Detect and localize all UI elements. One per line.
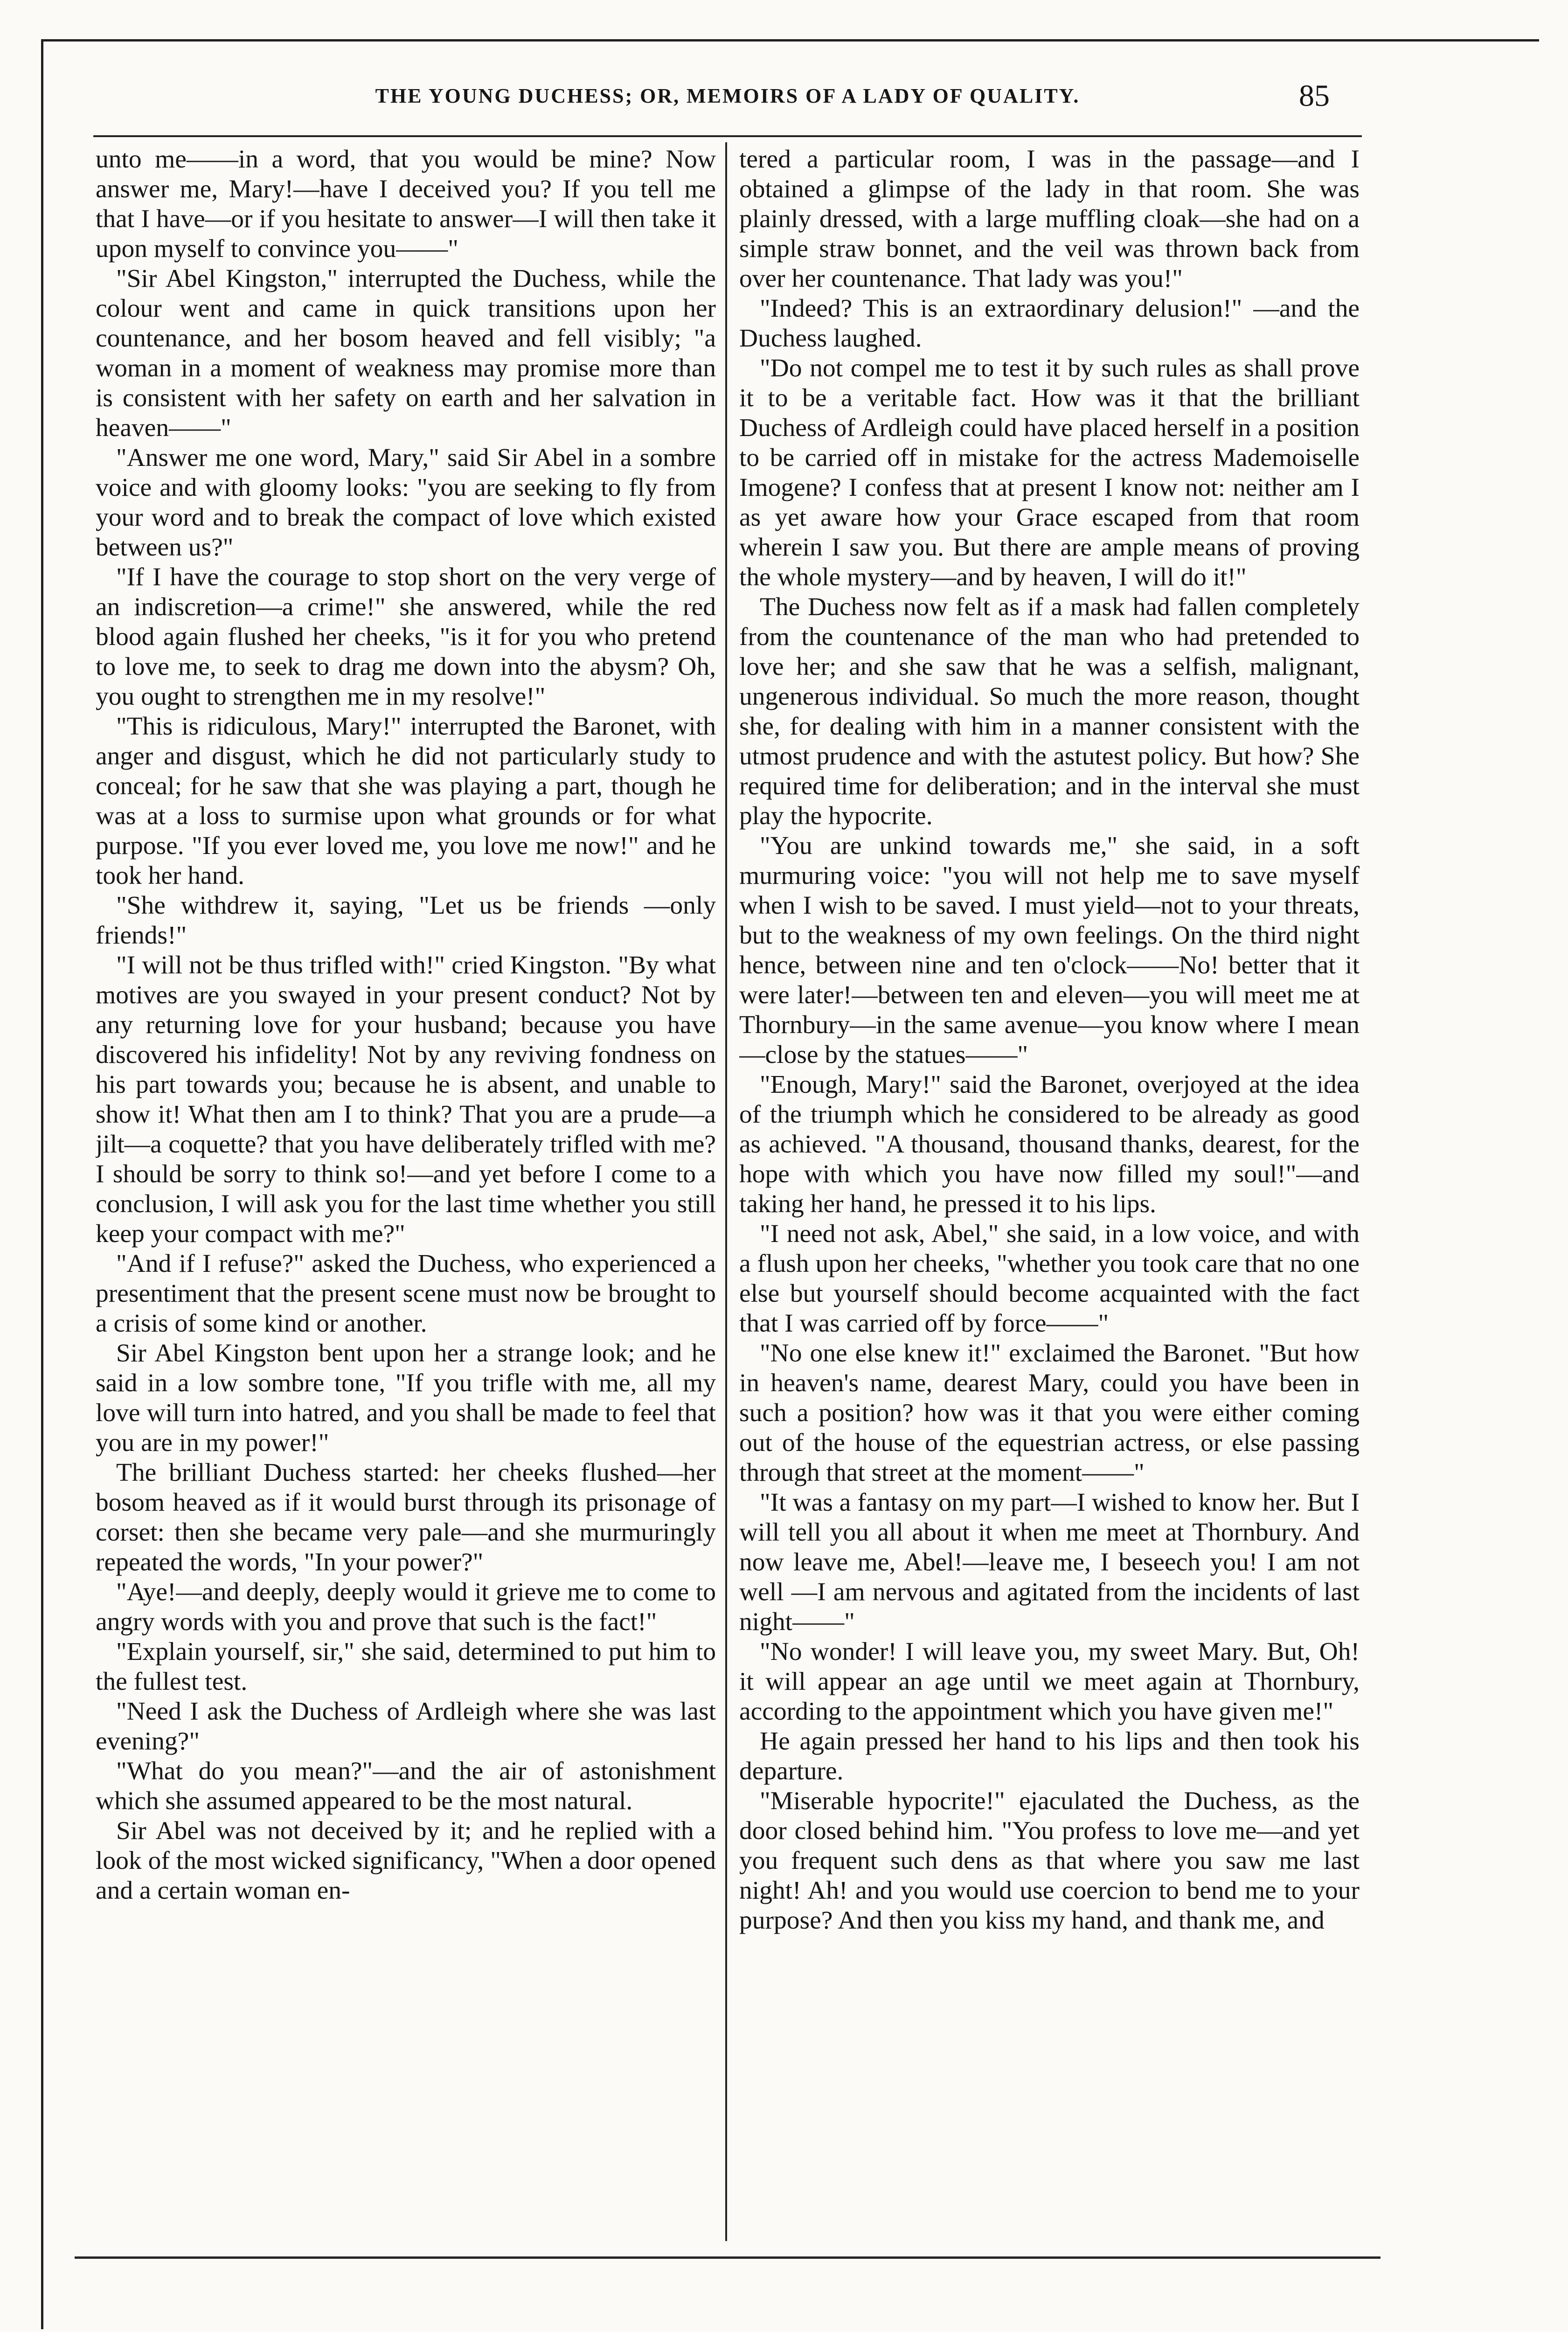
paragraph: "Aye!—and deeply, deeply would it grieve me to come to angry words with you and prove that such is the fact!" — [96, 1578, 716, 1636]
paragraph: The brilliant Duchess started: her cheeks flushed—her bosom heaved as if it would burst through its prisonage of corset: then she became very pale—and she murmuringly repeated the words, "In your power?" — [96, 1458, 716, 1576]
paragraph: "If I have the courage to stop short on the very verge of an indiscretion—a crime!" she answered, while the red blood again flushed her cheeks, "is it for you who pretend to love me, to seek to drag me down into the abysm? Oh, you ought to strengthen me in my resolve!" — [96, 563, 716, 711]
paragraph: Sir Abel Kingston bent upon her a strange look; and he said in a low sombre tone, "If you trifle with me, all my love will turn into hatred, and you shall be made to feel that you are in my power!" — [96, 1339, 716, 1457]
paragraph: "Enough, Mary!" said the Baronet, overjoyed at the idea of the triumph which he considered to be already as good as achieved. "A thousand, thousand thanks, dearest, for the hope with which you have now filled my soul!"—and taking her hand, he pressed it to his lips. — [739, 1070, 1360, 1218]
paragraph: tered a particular room, I was in the passage—and I obtained a glimpse of the lady in that room. She was plainly dressed, with a large muffling cloak—she had on a simple straw bonnet, and the veil was thrown back from over her countenance. That lady was you!" — [739, 145, 1360, 293]
paragraph: "This is ridiculous, Mary!" interrupted the Baronet, with anger and disgust, which he did not particularly study to conceal; for he saw that she was playing a part, though he was at a loss to surmise upon what grounds or for what purpose. "If you ever loved me, you love me now!" and he took her hand. — [96, 712, 716, 890]
paragraph: "I will not be thus trifled with!" cried Kingston. "By what motives are you swayed in your present conduct? Not by any returning love for your husband; because you have discovered his infidelity! Not by any reviving fondness on his part towards you; because he is absent, and unable to show it! What then am I to think? That you are a prude—a jilt—a coquette? that you have deliberately trifled with me? I should be sorry to think so!—and yet before I come to a conclusion, I will ask you for the last time whether you still keep your compact with me?" — [96, 951, 716, 1248]
paragraph: "Need I ask the Duchess of Ardleigh where she was last evening?" — [96, 1697, 716, 1756]
paragraph: "She withdrew it, saying, "Let us be friends —only friends!" — [96, 891, 716, 950]
paragraph: "And if I refuse?" asked the Duchess, who experienced a presentiment that the present scene must now be brought to a crisis of some kind or another. — [96, 1249, 716, 1338]
paragraph: "Do not compel me to test it by such rules as shall prove it to be a veritable fact. How was it that the brilliant Duchess of Ardleigh could have placed herself in a position to be carried off in mistake for the actress Mademoiselle Imogene? I confess that at present I know not: neither am I as yet aware how your Grace escaped from that room wherein I saw you. But there are ample means of proving the whole mystery—and by heaven, I will do it!" — [739, 354, 1360, 591]
paragraph: "You are unkind towards me," she said, in a soft murmuring voice: "you will not help me to save myself when I wish to be saved. I must yield—not to your threats, but to the weakness of my own feelings. On the third night hence, between nine and ten o'clock——No! better that it were later!—between ten and eleven—you will meet me at Thornbury—in the same avenue—you know where I mean—close by the statues——" — [739, 832, 1360, 1069]
paragraph: "I need not ask, Abel," she said, in a low voice, and with a flush upon her cheeks, "whether you took care that no one else but yourself should become acquainted with the fact that I was carried off by force——" — [739, 1220, 1360, 1338]
paragraph: "Indeed? This is an extraordinary delusion!" —and the Duchess laughed. — [739, 294, 1360, 353]
paragraph: "Miserable hypocrite!" ejaculated the Duchess, as the door closed behind him. "You profess to love me—and yet you frequent such dens as that where you saw me last night! Ah! and you would use coercion to bend me to your purpose? And then you kiss my hand, and thank me, and — [739, 1787, 1360, 1935]
paragraph: "Explain yourself, sir," she said, determined to put him to the fullest test. — [96, 1638, 716, 1696]
paragraph: He again pressed her hand to his lips and then took his departure. — [739, 1727, 1360, 1785]
bottom-rule — [75, 2256, 1381, 2259]
paragraph: "No one else knew it!" exclaimed the Baronet. "But how in heaven's name, dearest Mary, could you have been in such a position? how was it that you were either coming out of the house of the equestrian actress, or else passing through that street at the moment——" — [739, 1339, 1360, 1487]
running-title: THE YOUNG DUCHESS; OR, MEMOIRS OF A LADY OF QUALITY. — [375, 84, 1080, 107]
paragraph: The Duchess now felt as if a mask had fallen completely from the countenance of the man who had pretended to love her; and she saw that he was a selfish, malignant, ungenerous individual. So much the more reason, thought she, for dealing with him in a manner consistent with the utmost prudence and with the astutest policy. But how? She required time for deliberation; and in the interval she must play the hypocrite. — [739, 593, 1360, 830]
paragraph: "No wonder! I will leave you, my sweet Mary. But, Oh! it will appear an age until we meet again at Thornbury, according to the appointment which you have given me!" — [739, 1638, 1360, 1726]
paragraph: Sir Abel was not deceived by it; and he replied with a look of the most wicked significancy, "When a door opened and a certain woman en- — [96, 1817, 716, 1905]
paragraph: unto me——in a word, that you would be mine? Now answer me, Mary!—have I deceived you? If you tell me that I have—or if you hesitate to answer—I will then take it upon myself to convince you——" — [96, 145, 716, 263]
page-number: 85 — [1299, 79, 1330, 113]
right-column — [739, 145, 1360, 2241]
header-rule — [93, 135, 1362, 137]
paragraph: "It was a fantasy on my part—I wished to know her. But I will tell you all about it when me meet at Thornbury. And now leave me, Abel!—leave me, I beseech you! I am not well —I am nervous and agitated from the incidents of last night——" — [739, 1488, 1360, 1636]
left-column — [96, 145, 716, 2241]
paragraph: "Answer me one word, Mary," said Sir Abel in a sombre voice and with gloomy looks: "you are seeking to fly from your word and to break the compact of love which existed between us?" — [96, 444, 716, 562]
column-divider — [725, 142, 727, 2241]
paragraph: "What do you mean?"—and the air of astonishment which she assumed appeared to be the most natural. — [96, 1757, 716, 1815]
paragraph: "Sir Abel Kingston," interrupted the Duchess, while the colour went and came in quick transitions upon her countenance, and her bosom heaved and fell visibly; "a woman in a moment of weakness may promise more than is consistent with her safety on earth and her salvation in heaven——" — [96, 264, 716, 442]
